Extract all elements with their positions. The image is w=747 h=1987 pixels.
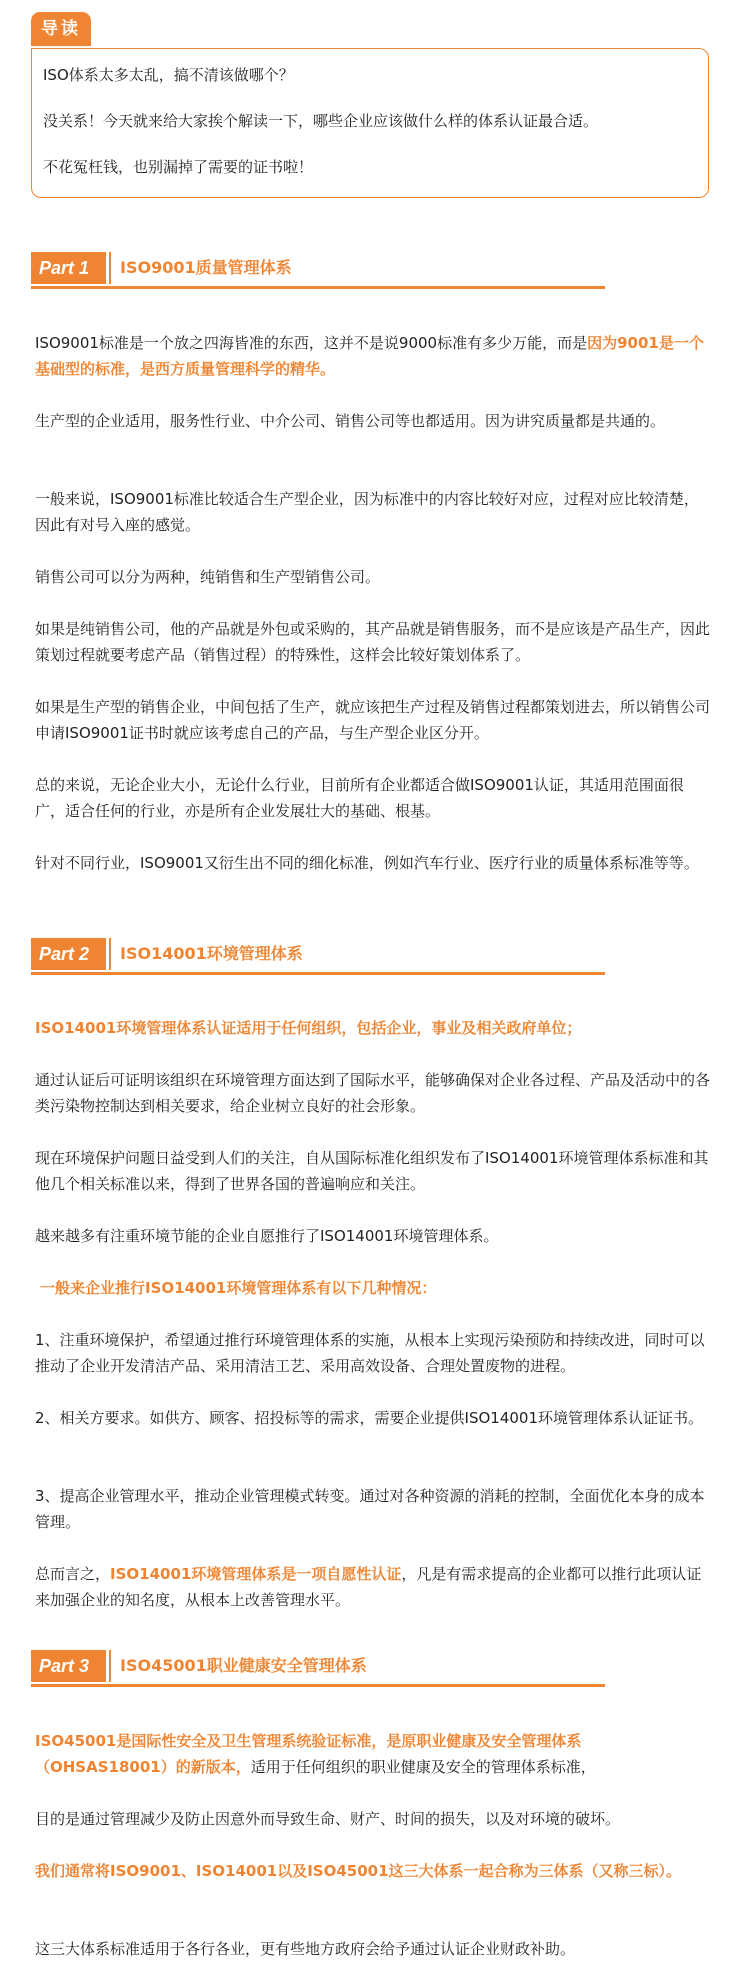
part2-title: ISO14001环境管理体系 (120, 944, 303, 963)
part2-p9-text-c: ，凡是有需求提高的企业都可以推行此项认证来加强企业的知名度，从根本上改善管理水平。 (35, 1565, 702, 1609)
part1-paragraph-2: 生产型的企业适用，服务性行业、中介公司、销售公司等也都适用。因为讲究质量都是共通的。 (35, 412, 666, 430)
part1-paragraph-6: 如果是生产型的销售企业，中间包括了生产，就应该把生产过程及销售过程都策划进去，所以销售公司申请ISO9001证书时就应该考虑自己的产品，与生产型企业区分开。 (35, 698, 711, 742)
intro-line-1: ISO体系太多太乱，搞不清该做哪个？ (43, 66, 294, 84)
intro-tag: 导读 (31, 12, 91, 46)
part2-paragraph-8: 3、提高企业管理水平，推动企业管理模式转变。通过对各种资源的消耗的控制，全面优化本身的成本管理。 (35, 1487, 705, 1531)
part1-paragraph-8: 针对不同行业，ISO9001又衍生出不同的细化标准，例如汽车行业、医疗行业的质量体系标准等等。 (35, 854, 699, 872)
part3-paragraph-4: 这三大体系标准适用于各行各业，更有些地方政府会给予通过认证企业财政补助。 (35, 1940, 576, 1958)
part1-paragraph-7: 总的来说，无论企业大小，无论什么行业，目前所有企业都适合做ISO9001认证，其适用范围面很广，适合任何的行业，亦是所有企业发展壮大的基础、根基。 (35, 776, 684, 820)
part2-paragraph-7: 2、相关方要求。如供方、顾客、招投标等的需求，需要企业提供ISO14001环境管理体系认证证书。 (35, 1409, 704, 1427)
part2-paragraph-6: 1、注重环境保护，希望通过推行环境管理体系的实施，从根本上实现污染预防和持续改进，同时可以推动了企业开发清洁产品、采用清洁工艺、采用高效设备、合理处置废物的进程。 (35, 1331, 705, 1375)
part2-tag: Part 2 (31, 938, 106, 970)
part1-underline (31, 286, 605, 289)
part1-tag: Part 1 (31, 252, 106, 284)
intro-line-3: 不花冤枉钱，也别漏掉了需要的证书啦！ (43, 158, 314, 176)
part3-paragraph-1 (35, 1728, 712, 1780)
part3-p1-text: 适用于任何组织的职业健康及安全的管理体系标准， (250, 1758, 596, 1776)
intro-line-2: 没关系！今天就来给大家挨个解读一下，哪些企业应该做什么样的体系认证最合适。 (43, 112, 599, 130)
part3-p1-highlight: ISO45001是国际性安全及卫生管理系统验证标准，是原职业健康及安全管理体系（OHSAS18001）的新版本， (35, 1732, 582, 1776)
part3-underline (31, 1684, 605, 1687)
part2-underline (31, 972, 605, 975)
part2-p9-highlight: ISO14001环境管理体系是一项自愿性认证 (110, 1565, 402, 1583)
part3-title: ISO45001职业健康安全管理体系 (120, 1656, 367, 1675)
intro-box (31, 48, 709, 198)
part1-paragraph-3: 一般来说，ISO9001标准比较适合生产型企业，因为标准中的内容比较好对应，过程对应比较清楚，因此有对号入座的感觉。 (35, 490, 699, 534)
part1-title: ISO9001质量管理体系 (120, 258, 292, 277)
part2-paragraph-4: 越来越多有注重环境节能的企业自愿推行了ISO14001环境管理体系。 (35, 1227, 499, 1245)
part2-paragraph-1: ISO14001环境管理体系认证适用于任何组织，包括企业，事业及相关政府单位； (35, 1019, 582, 1037)
part3-tag: Part 3 (31, 1650, 106, 1682)
part1-p1-text: ISO9001标准是一个放之四海皆准的东西，这并不是说9000标准有多少万能，而是 (35, 334, 588, 352)
part1-paragraph-1 (35, 330, 712, 382)
part1-p1-highlight: 因为9001是一个基础型的标准，是西方质量管理科学的精华。 (35, 334, 704, 378)
part2-paragraph-5: 一般来企业推行ISO14001环境管理体系有以下几种情况： (40, 1279, 437, 1297)
part1-paragraph-4: 销售公司可以分为两种，纯销售和生产型销售公司。 (35, 568, 381, 586)
part2-paragraph-3: 现在环境保护问题日益受到人们的关注，自从国际标准化组织发布了ISO14001环境管理体系标准和其他几个相关标准以来，得到了世界各国的普遍响应和关注。 (35, 1149, 709, 1193)
part2-paragraph-2: 通过认证后可证明该组织在环境管理方面达到了国际水平，能够确保对企业各过程、产品及活动中的各类污染物控制达到相关要求，给企业树立良好的社会形象。 (35, 1071, 711, 1115)
part3-paragraph-2: 目的是通过管理减少及防止因意外而导致生命、财产、时间的损失，以及对环境的破坏。 (35, 1810, 621, 1828)
part2-paragraph-9 (35, 1561, 712, 1613)
part1-paragraph-5: 如果是纯销售公司，他的产品就是外包或采购的，其产品就是销售服务，而不是应该是产品生产，因此策划过程就要考虑产品（销售过程）的特殊性，这样会比较好策划体系了。 (35, 620, 711, 664)
part3-paragraph-3: 我们通常将ISO9001、ISO14001以及ISO45001这三大体系一起合称为三体系（又称三标）。 (35, 1862, 682, 1880)
part2-p9-text-a: 总而言之， (35, 1565, 111, 1583)
